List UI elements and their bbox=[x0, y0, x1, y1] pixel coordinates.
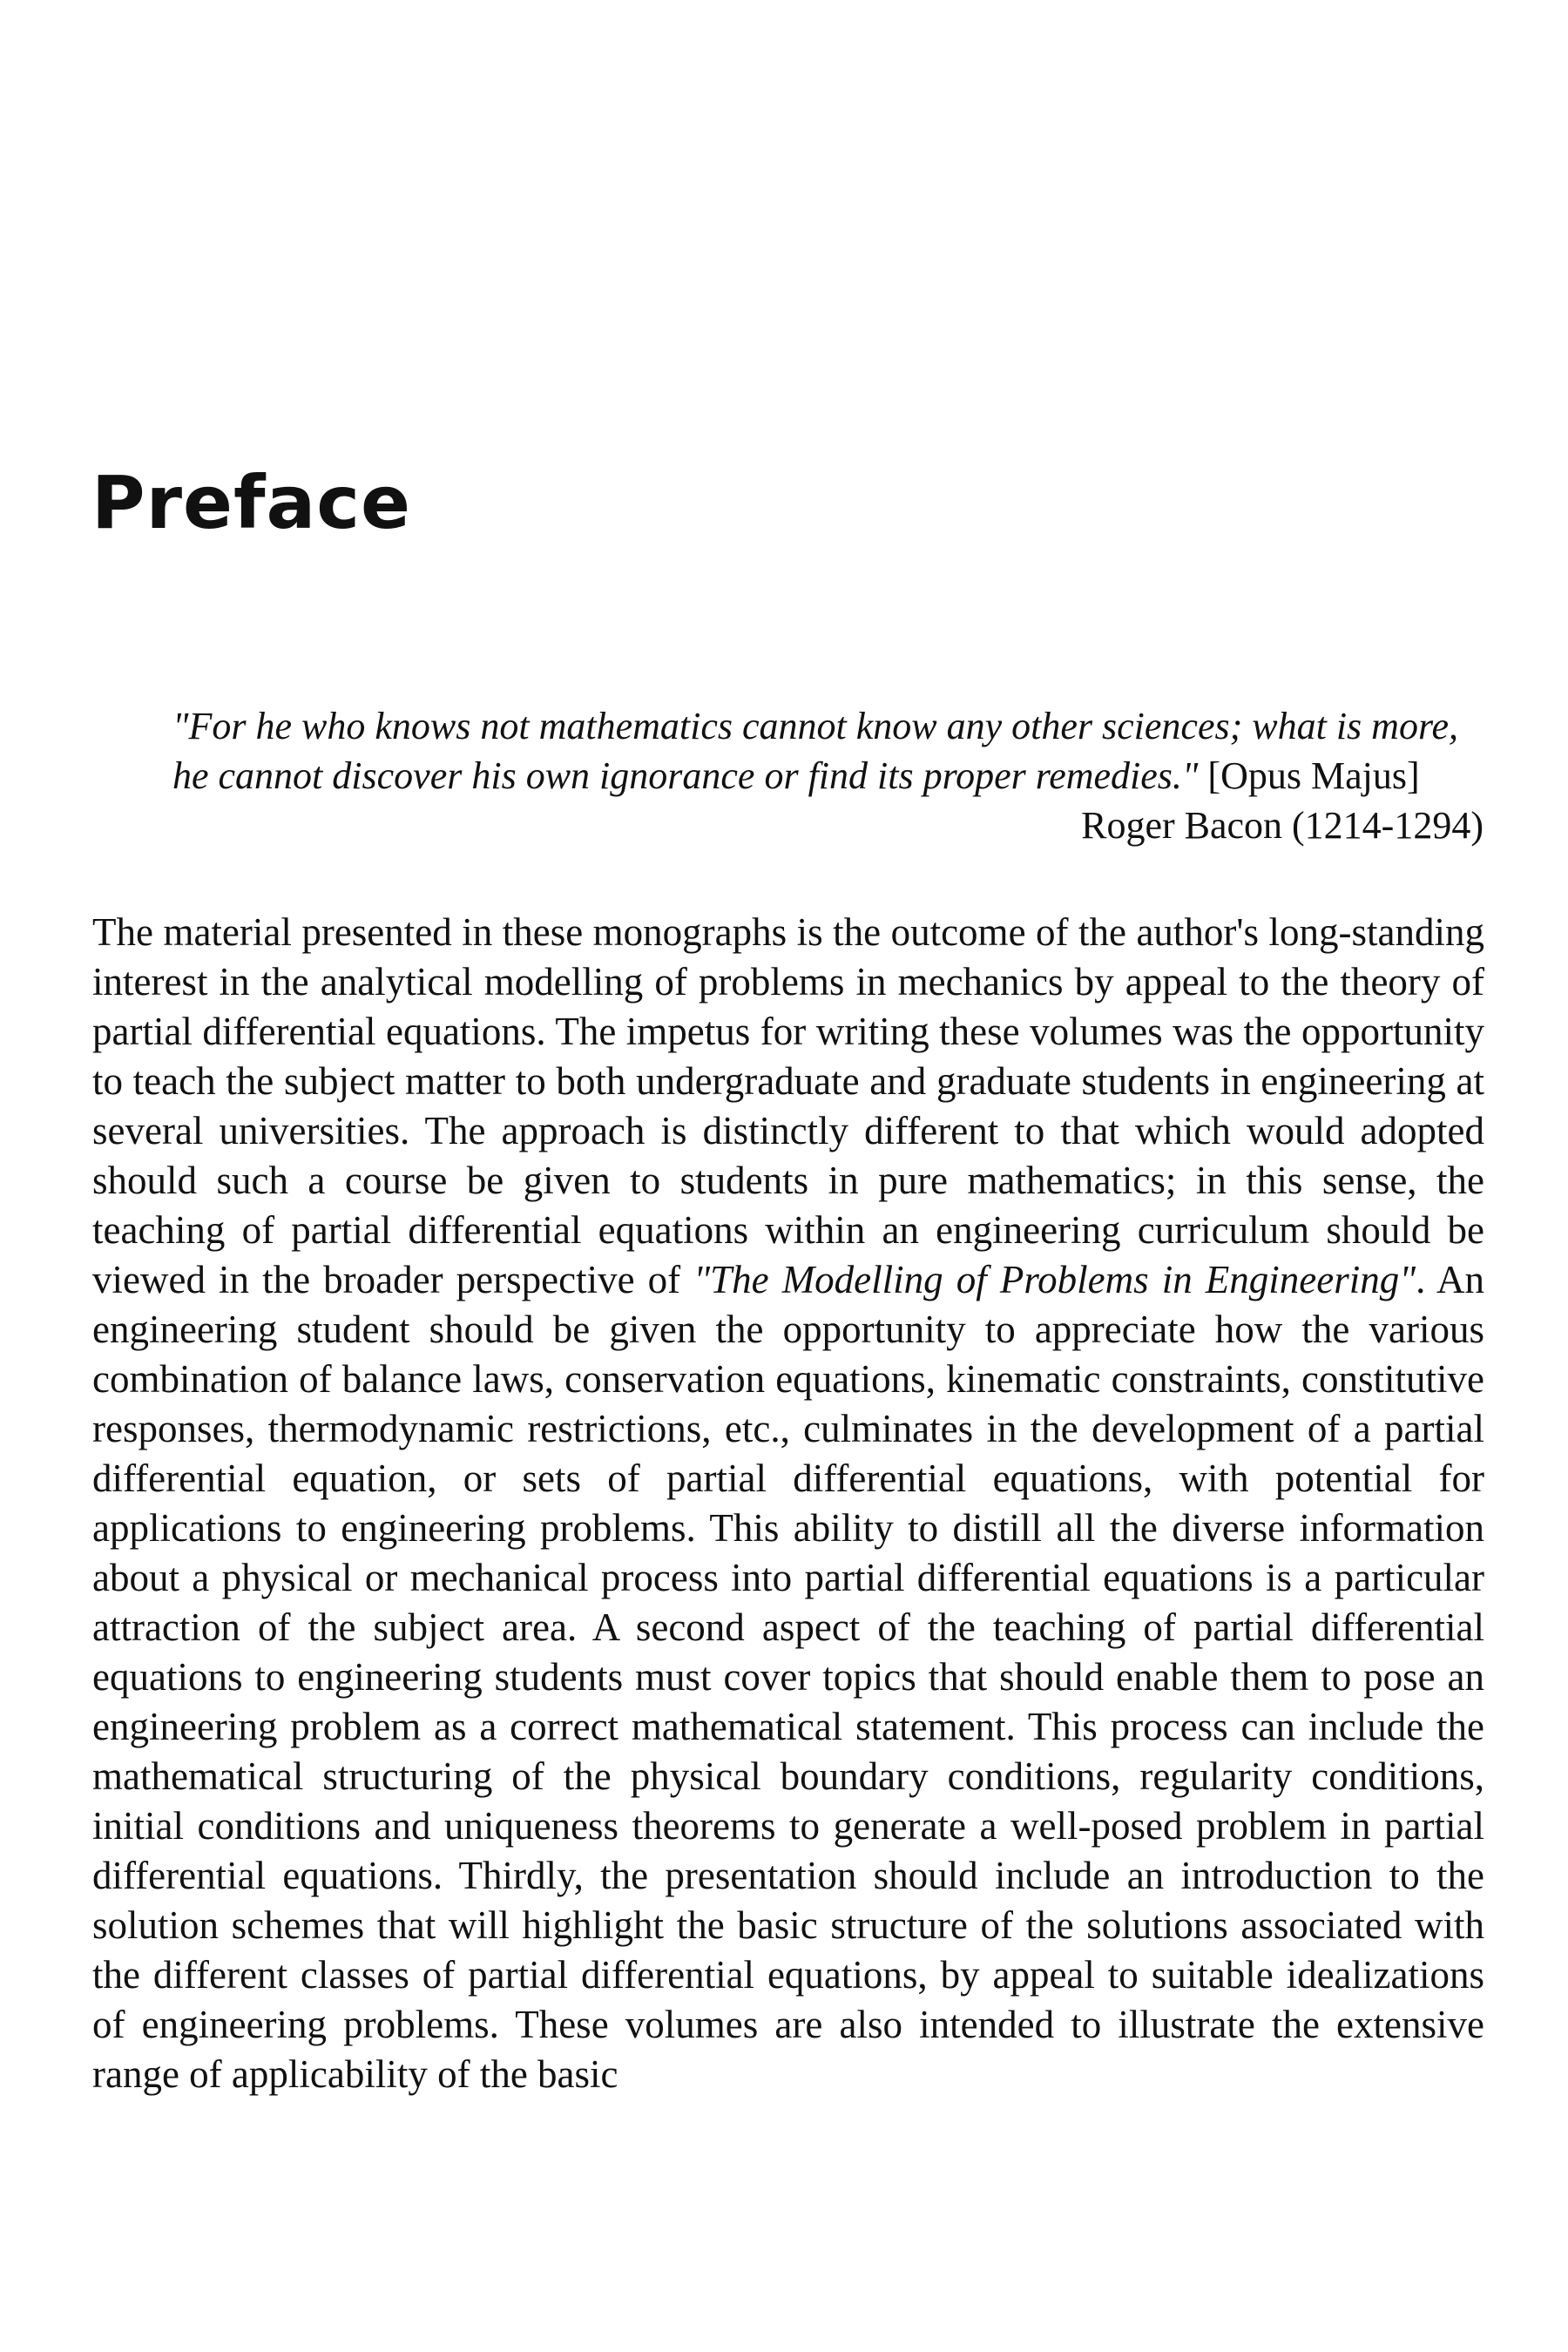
epigraph-source: [Opus Majus] bbox=[1207, 754, 1420, 797]
epigraph bbox=[172, 701, 1484, 850]
epigraph-author: Roger Bacon (1214-1294) bbox=[1081, 804, 1484, 847]
body-text-part-2: . An engineering student should be given the opportunity to appreciate how the various combination of balance laws, conservation equations, kinematic constraints, constitutive responses, thermodynamic restrictions, etc., culminates in the development of a partial differential equation, or sets of partial differential equations, with potential for applications to engineering problems. This ability to distill all the diverse information about a physical or mechanical process into partial differential equations is a particular attraction of the subject area. A second aspect of the teaching of partial differential equations to engineering students must cover topics that should enable them to pose an engineering problem as a correct mathematical statement. This process can include the mathematical structuring of the physical boundary conditions, regularity conditions, initial conditions and uniqueness theorems to generate a well-posed problem in partial differential equations. Thirdly, the presentation should include an introduction to the solution schemes that will highlight the basic structure of the solutions associated with the different classes of partial differential equations, by appeal to suitable idealizations of engineering problems. These volumes are also intended to illustrate the extensive range of applicability of the basic bbox=[92, 1258, 1485, 2096]
epigraph-quote: "For he who knows not mathematics cannot know any other sciences; what is more, he cannot discover his own ignorance or find its proper remedies." bbox=[172, 705, 1458, 797]
body-text-emphasis: "The Modelling of Problems in Engineering" bbox=[693, 1258, 1416, 1301]
body-text-part-1: The material presented in these monographs is the outcome of the author's long-standing interest in the analytical modelling of problems in mechanics by appeal to the theory of partial differential equations. The impetus for writing these volumes was the opportunity to teach the subject matter to both undergraduate and graduate students in engineering at several universities. The approach is distinctly different to that which would adopted should such a course be given to students in pure mathematics; in this sense, the teaching of partial differential equations within an engineering curriculum should be viewed in the broader perspective of bbox=[92, 910, 1484, 1301]
body-paragraph bbox=[92, 908, 1484, 2099]
page-title: Preface bbox=[91, 460, 411, 545]
